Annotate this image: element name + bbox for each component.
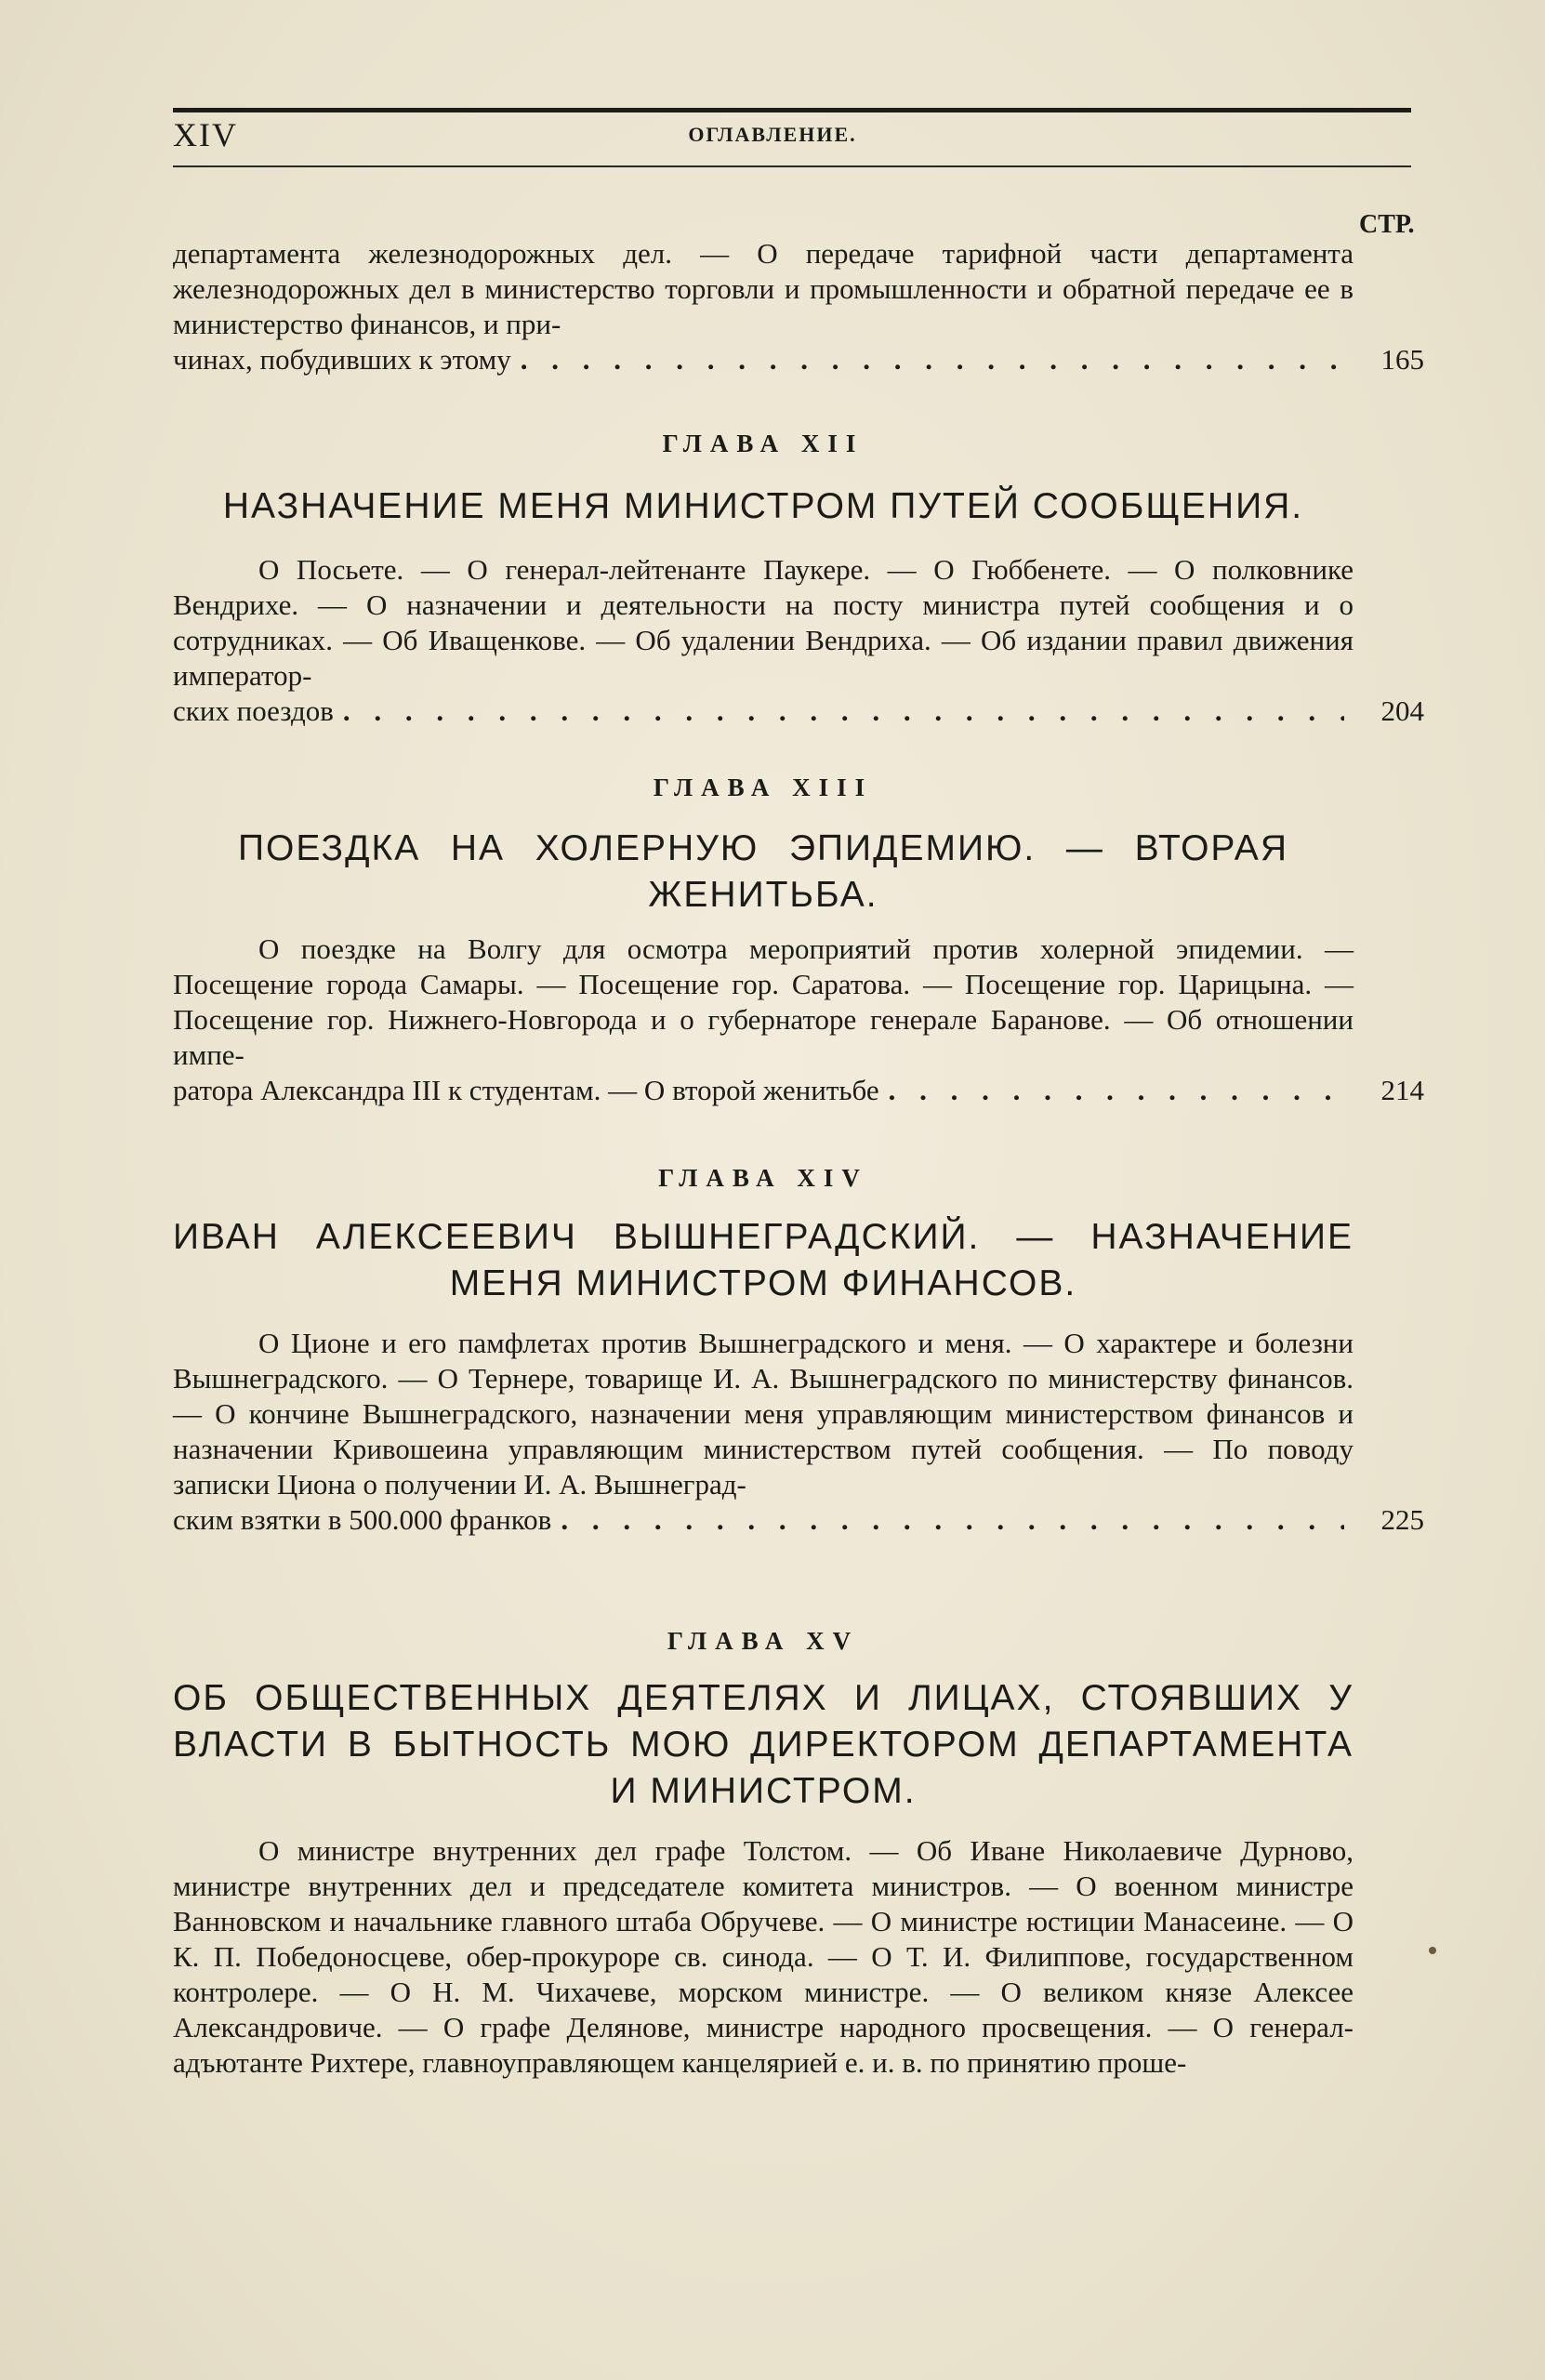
- toc-entry-xv: [173, 1833, 1354, 2081]
- entry-last-line: [173, 694, 1424, 729]
- toc-entry-xii: [173, 552, 1424, 729]
- chapter-label-xiv: ГЛАВА XIV: [658, 1164, 868, 1192]
- entry-last-line: [173, 1073, 1424, 1108]
- entry-last-text: чинах, побудивших к этому: [173, 343, 511, 376]
- chapter-label-xii: ГЛАВА XII: [662, 430, 865, 457]
- entry-last-text: ским взятки в 500.000 франков: [173, 1503, 552, 1536]
- entry-text: департамента железнодорожных дел. — О передаче тарифной части департамента железнодорожных дел в министерство торговли и промышленности и обратной передаче ее в министерство финансов, и при-: [173, 237, 1354, 340]
- entry-text: О поездке на Волгу для осмотра мероприятий против холерной эпидемии. — Посещение города Самары. — Посещение гор. Саратова. — Посещение гор. Царицына. — Посещение гор. Нижнего-Новгорода и о губернаторе генерале Баранове. — Об отношении импе-: [173, 932, 1354, 1071]
- toc-entry-xiv: [173, 1326, 1424, 1538]
- entry-text: О Ционе и его памфлетах против Вышнеградского и меня. — О характере и болезни Вышнеградского. — О Тернере, товарище И. А. Вышнеградского по министерству финансов. — О кончине Вышнеградского, назначении меня управляющим министерством финансов и назначении Кривошеина управляющим министерством путей сообщения. — По поводу записки Циона о получении И. А. Вышнеград-: [173, 1327, 1354, 1501]
- entry-text: О министре внутренних дел графе Толстом. — Об Иване Николаевиче Дурново, министре внутренних дел и председателе комитета министров. — О военном министре Ванновском и начальнике главного штаба Обручеве. — О министре юстиции Манасеине. — О К. П. Победоносцеве, обер-прокуроре св. синода. — О Т. И. Филиппове, государственном контролере. — О Н. М. Чихачеве, морском министре. — О великом князе Алексее Александровиче. — О графе Делянове, министре народного просвещения. — О генерал-адъютанте Рихтере, главноуправляющем канцелярией е. и. в. по принятию проше-: [173, 1834, 1354, 2079]
- page-column-label: СТР.: [1359, 210, 1415, 239]
- dot-leader: [521, 342, 1344, 377]
- dot-leader: [889, 1073, 1344, 1108]
- entry-last-text: ратора Александра III к студентам. — О второй женитьбе: [173, 1074, 879, 1106]
- header-rule-top: [173, 108, 1411, 112]
- header-rule-bottom: [173, 165, 1411, 167]
- entry-last-text: ских поездов: [173, 694, 334, 727]
- margin-ink-mark: [1429, 1947, 1436, 1954]
- running-head: ОГЛАВЛЕНИЕ.: [688, 123, 857, 146]
- chapter-title-xiv: ИВАН АЛЕКСЕЕВИЧ ВЫШНЕГРАДСКИЙ. — НАЗНАЧЕНИЕ МЕНЯ МИНИСТРОМ ФИНАНСОВ.: [173, 1217, 1354, 1303]
- chapter-title-xii: НАЗНАЧЕНИЕ МЕНЯ МИНИСТРОМ ПУТЕЙ СООБЩЕНИЯ.: [222, 486, 1304, 526]
- dot-leader: [343, 694, 1344, 729]
- chapter-title-xiii: ПОЕЗДКА НА ХОЛЕРНУЮ ЭПИДЕМИЮ. — ВТОРАЯ ЖЕНИТЬБА.: [238, 828, 1288, 915]
- entry-page-number: 225: [1380, 1503, 1424, 1536]
- toc-entry-xiii: [173, 932, 1424, 1108]
- entry-page-number: 214: [1380, 1074, 1424, 1106]
- chapter-label-xv: ГЛАВА XV: [667, 1627, 860, 1655]
- entry-last-line: [173, 342, 1424, 377]
- entry-text: О Посьете. — О генерал-лейтенанте Паукере. — О Гюббенете. — О полковнике Вендрихе. — О назначении и деятельности на посту министра путей сообщения и о сотрудниках. — Об Иващенкове. — Об удалении Вендриха. — Об издании правил движения император-: [173, 553, 1354, 692]
- entry-last-line: [173, 1502, 1424, 1538]
- chapter-label-xiii: ГЛАВА XIII: [653, 774, 874, 801]
- entry-page-number: 165: [1380, 343, 1424, 376]
- entry-page-number: 204: [1380, 694, 1424, 727]
- page-number: XIV: [173, 116, 238, 153]
- dot-leader: [561, 1502, 1344, 1538]
- toc-entry-continuation: [173, 236, 1424, 377]
- chapter-title-xv: ОБ ОБЩЕСТВЕННЫХ ДЕЯТЕЛЯХ И ЛИЦАХ, СТОЯВШИХ У ВЛАСТИ В БЫТНОСТЬ МОЮ ДИРЕКТОРОМ ДЕПАРТАМЕНТА И МИНИСТРОМ.: [173, 1678, 1354, 1811]
